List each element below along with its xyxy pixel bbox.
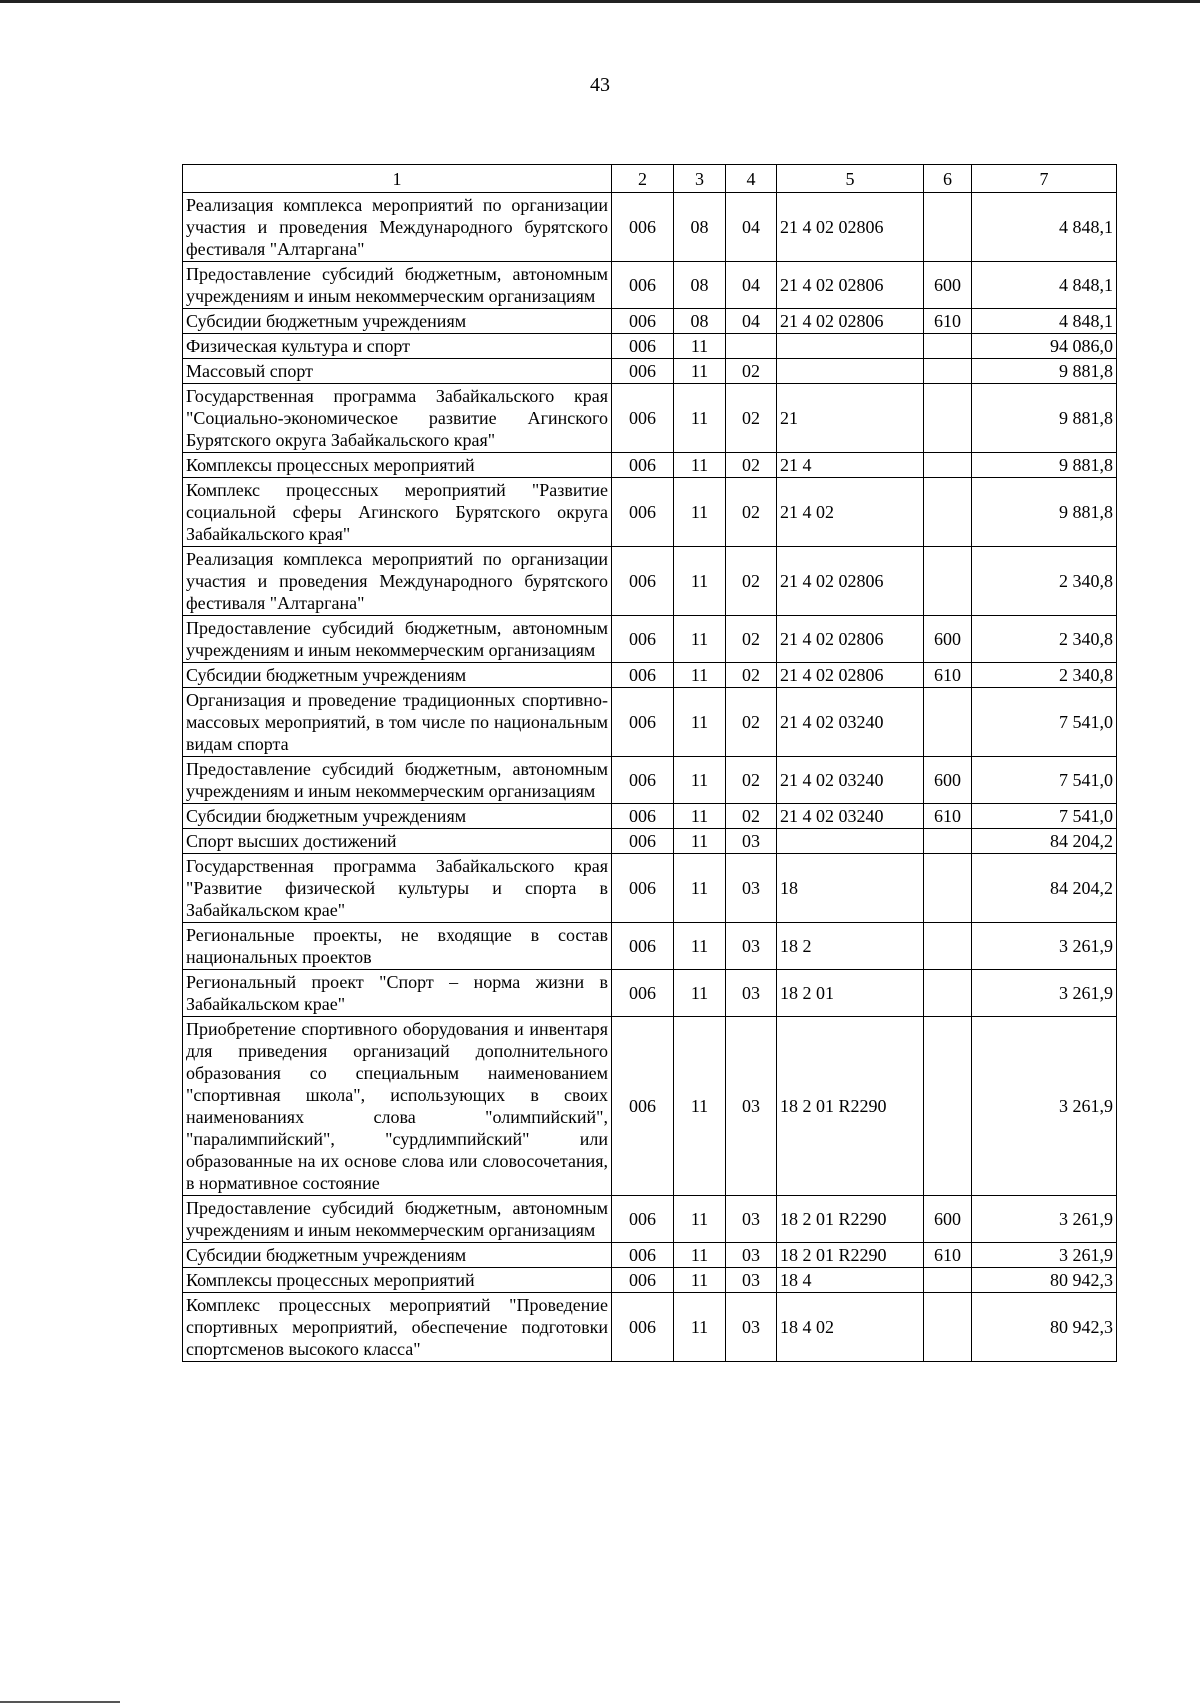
footer-rule [0,1701,120,1703]
row-amount: 3 261,9 [972,1243,1117,1268]
row-ministry-code: 006 [612,923,674,970]
table-row [183,334,1117,359]
row-section-code: 11 [674,1293,726,1362]
row-amount: 84 204,2 [972,854,1117,923]
row-description: Субсидии бюджетным учреждениям [183,309,612,334]
row-expense-type-code [924,1293,972,1362]
row-section-code: 08 [674,309,726,334]
row-amount: 2 340,8 [972,663,1117,688]
row-amount: 7 541,0 [972,688,1117,757]
row-expense-type-code: 610 [924,804,972,829]
table-row [183,1293,1117,1362]
row-subsection-code: 03 [726,1243,777,1268]
row-ministry-code: 006 [612,970,674,1017]
row-description: Комплексы процессных мероприятий [183,1268,612,1293]
row-ministry-code: 006 [612,757,674,804]
row-subsection-code: 02 [726,688,777,757]
table-row [183,923,1117,970]
row-expense-type-code: 600 [924,616,972,663]
row-target-article-code: 21 4 02 [777,478,924,547]
row-target-article-code: 21 4 02 02806 [777,547,924,616]
row-section-code: 11 [674,829,726,854]
row-amount: 3 261,9 [972,1017,1117,1196]
row-description: Региональные проекты, не входящие в состав национальных проектов [183,923,612,970]
header-cell-3: 3 [674,165,726,193]
row-target-article-code: 18 2 [777,923,924,970]
row-expense-type-code [924,547,972,616]
table-row [183,1196,1117,1243]
row-description: Спорт высших достижений [183,829,612,854]
budget-table [182,164,1117,1362]
row-ministry-code: 006 [612,1268,674,1293]
row-ministry-code: 006 [612,1017,674,1196]
table-row [183,663,1117,688]
row-target-article-code: 21 4 02 02806 [777,262,924,309]
row-expense-type-code [924,193,972,262]
row-expense-type-code: 610 [924,1243,972,1268]
row-subsection-code: 02 [726,616,777,663]
row-expense-type-code [924,384,972,453]
row-target-article-code: 21 4 02 03240 [777,804,924,829]
row-amount: 4 848,1 [972,262,1117,309]
header-row [183,165,1117,193]
table-row [183,1268,1117,1293]
row-section-code: 11 [674,970,726,1017]
row-amount: 3 261,9 [972,1196,1117,1243]
table-row [183,547,1117,616]
row-subsection-code [726,334,777,359]
row-expense-type-code [924,854,972,923]
row-section-code: 11 [674,757,726,804]
row-expense-type-code [924,970,972,1017]
row-expense-type-code [924,923,972,970]
row-ministry-code: 006 [612,547,674,616]
table-row [183,478,1117,547]
row-description: Физическая культура и спорт [183,334,612,359]
row-ministry-code: 006 [612,688,674,757]
header-cell-4: 4 [726,165,777,193]
row-subsection-code: 02 [726,453,777,478]
row-section-code: 11 [674,453,726,478]
row-amount: 9 881,8 [972,453,1117,478]
row-target-article-code: 18 2 01 R2290 [777,1017,924,1196]
row-section-code: 11 [674,804,726,829]
row-amount: 7 541,0 [972,757,1117,804]
row-subsection-code: 02 [726,663,777,688]
row-amount: 9 881,8 [972,359,1117,384]
row-section-code: 11 [674,547,726,616]
row-description: Реализация комплекса мероприятий по организации участия и проведения Международного бурятского фестиваля "Алтаргана" [183,193,612,262]
row-subsection-code: 03 [726,854,777,923]
row-subsection-code: 03 [726,1196,777,1243]
row-subsection-code: 03 [726,1017,777,1196]
row-ministry-code: 006 [612,829,674,854]
row-section-code: 11 [674,616,726,663]
row-amount: 80 942,3 [972,1268,1117,1293]
row-subsection-code: 04 [726,193,777,262]
row-amount: 2 340,8 [972,547,1117,616]
row-section-code: 11 [674,1243,726,1268]
row-expense-type-code [924,334,972,359]
row-ministry-code: 006 [612,334,674,359]
row-description: Приобретение спортивного оборудования и инвентаря для приведения организаций дополнительного образования со специальным наименованием "спортивная школа", использующих в своих наименованиях слова "олимпийский", "паралимпийский", "сурдлимпийский" или образованные на их основе слова или словосочетания, в нормативное состояние [183,1017,612,1196]
row-target-article-code: 18 [777,854,924,923]
row-target-article-code: 21 4 02 03240 [777,757,924,804]
row-ministry-code: 006 [612,262,674,309]
row-target-article-code [777,359,924,384]
row-expense-type-code: 610 [924,663,972,688]
row-subsection-code: 03 [726,1268,777,1293]
table-body [183,193,1117,1362]
row-description: Субсидии бюджетным учреждениям [183,663,612,688]
row-section-code: 08 [674,262,726,309]
row-target-article-code: 21 4 [777,453,924,478]
row-expense-type-code [924,1017,972,1196]
row-amount: 7 541,0 [972,804,1117,829]
row-subsection-code: 03 [726,923,777,970]
row-description: Предоставление субсидий бюджетным, автономным учреждениям и иным некоммерческим организациям [183,262,612,309]
row-target-article-code: 18 4 [777,1268,924,1293]
row-amount: 3 261,9 [972,970,1117,1017]
row-amount: 4 848,1 [972,309,1117,334]
table-row [183,309,1117,334]
row-description: Государственная программа Забайкальского края "Развитие физической культуры и спорта в Забайкальском крае" [183,854,612,923]
row-expense-type-code [924,359,972,384]
row-subsection-code: 02 [726,547,777,616]
row-target-article-code: 21 4 02 02806 [777,663,924,688]
table-row [183,193,1117,262]
row-ministry-code: 006 [612,193,674,262]
row-description: Предоставление субсидий бюджетным, автономным учреждениям и иным некоммерческим организациям [183,616,612,663]
row-expense-type-code [924,478,972,547]
row-ministry-code: 006 [612,616,674,663]
row-subsection-code: 04 [726,309,777,334]
row-section-code: 11 [674,478,726,547]
row-subsection-code: 04 [726,262,777,309]
top-border-line [0,0,1200,3]
row-description: Комплекс процессных мероприятий "Проведение спортивных мероприятий, обеспечение подготовки спортсменов высокого класса" [183,1293,612,1362]
row-subsection-code: 03 [726,1293,777,1362]
row-description: Организация и проведение традиционных спортивно-массовых мероприятий, в том числе по национальным видам спорта [183,688,612,757]
row-ministry-code: 006 [612,854,674,923]
row-section-code: 08 [674,193,726,262]
page-number: 43 [590,74,610,96]
row-ministry-code: 006 [612,1293,674,1362]
row-target-article-code: 18 4 02 [777,1293,924,1362]
table-row [183,688,1117,757]
row-ministry-code: 006 [612,453,674,478]
row-amount: 3 261,9 [972,923,1117,970]
row-target-article-code: 21 4 02 02806 [777,616,924,663]
row-section-code: 11 [674,384,726,453]
row-subsection-code: 03 [726,829,777,854]
row-amount: 80 942,3 [972,1293,1117,1362]
row-amount: 94 086,0 [972,334,1117,359]
row-ministry-code: 006 [612,478,674,547]
row-description: Реализация комплекса мероприятий по организации участия и проведения Международного бурятского фестиваля "Алтаргана" [183,547,612,616]
row-subsection-code: 03 [726,970,777,1017]
row-expense-type-code: 600 [924,262,972,309]
header-cell-2: 2 [612,165,674,193]
table-row [183,757,1117,804]
row-expense-type-code [924,688,972,757]
row-section-code: 11 [674,334,726,359]
row-amount: 84 204,2 [972,829,1117,854]
row-section-code: 11 [674,1017,726,1196]
row-amount: 2 340,8 [972,616,1117,663]
row-ministry-code: 006 [612,359,674,384]
header-cell-6: 6 [924,165,972,193]
table-header [183,165,1117,193]
row-ministry-code: 006 [612,1243,674,1268]
table-row [183,829,1117,854]
row-subsection-code: 02 [726,359,777,384]
row-subsection-code: 02 [726,384,777,453]
row-ministry-code: 006 [612,663,674,688]
row-description: Государственная программа Забайкальского края "Социально-экономическое развитие Агинского Бурятского округа Забайкальского края" [183,384,612,453]
row-description: Региональный проект "Спорт – норма жизни в Забайкальском крае" [183,970,612,1017]
row-description: Предоставление субсидий бюджетным, автономным учреждениям и иным некоммерческим организациям [183,757,612,804]
table-row [183,1243,1117,1268]
row-ministry-code: 006 [612,309,674,334]
row-ministry-code: 006 [612,804,674,829]
table-row [183,854,1117,923]
row-target-article-code: 18 2 01 R2290 [777,1243,924,1268]
row-subsection-code: 02 [726,478,777,547]
row-description: Субсидии бюджетным учреждениям [183,804,612,829]
row-expense-type-code [924,829,972,854]
table-row [183,616,1117,663]
row-target-article-code: 21 4 02 02806 [777,193,924,262]
row-target-article-code [777,334,924,359]
row-amount: 9 881,8 [972,384,1117,453]
row-section-code: 11 [674,854,726,923]
row-ministry-code: 006 [612,384,674,453]
row-description: Субсидии бюджетным учреждениям [183,1243,612,1268]
row-section-code: 11 [674,359,726,384]
row-section-code: 11 [674,663,726,688]
row-expense-type-code: 600 [924,757,972,804]
row-target-article-code: 18 2 01 R2290 [777,1196,924,1243]
row-target-article-code: 21 4 02 02806 [777,309,924,334]
row-ministry-code: 006 [612,1196,674,1243]
row-description: Массовый спорт [183,359,612,384]
row-subsection-code: 02 [726,757,777,804]
row-target-article-code: 21 4 02 03240 [777,688,924,757]
header-cell-7: 7 [972,165,1117,193]
row-amount: 9 881,8 [972,478,1117,547]
row-amount: 4 848,1 [972,193,1117,262]
row-section-code: 11 [674,688,726,757]
row-description: Комплекс процессных мероприятий "Развитие социальной сферы Агинского Бурятского округа Забайкальского края" [183,478,612,547]
row-section-code: 11 [674,1196,726,1243]
row-expense-type-code: 610 [924,309,972,334]
table-row [183,1017,1117,1196]
row-section-code: 11 [674,1268,726,1293]
header-cell-5: 5 [777,165,924,193]
row-section-code: 11 [674,923,726,970]
row-target-article-code: 18 2 01 [777,970,924,1017]
table-row [183,359,1117,384]
table-row [183,804,1117,829]
row-description: Комплексы процессных мероприятий [183,453,612,478]
row-expense-type-code: 600 [924,1196,972,1243]
table-row [183,970,1117,1017]
row-target-article-code: 21 [777,384,924,453]
row-expense-type-code [924,1268,972,1293]
table-row [183,453,1117,478]
row-subsection-code: 02 [726,804,777,829]
row-target-article-code [777,829,924,854]
table-row [183,384,1117,453]
table-row [183,262,1117,309]
header-cell-1: 1 [183,165,612,193]
row-expense-type-code [924,453,972,478]
row-description: Предоставление субсидий бюджетным, автономным учреждениям и иным некоммерческим организациям [183,1196,612,1243]
